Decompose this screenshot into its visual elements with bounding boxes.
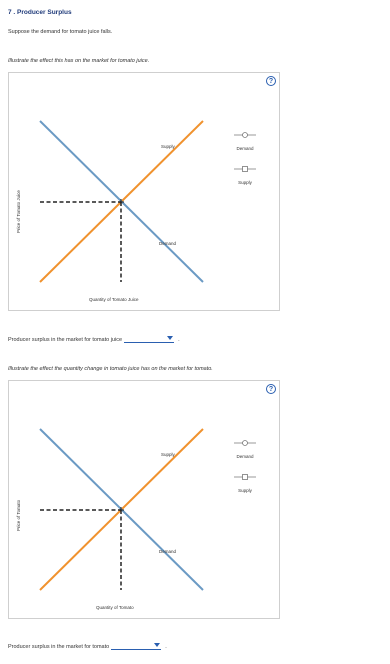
part2-answer-row	[8, 642, 167, 650]
demand-curve-label: Demand	[159, 549, 177, 554]
part2-answer-dropdown[interactable]	[111, 642, 161, 650]
demand-tool-label: Demand	[236, 454, 254, 459]
supply-tool-label: Supply	[238, 488, 252, 493]
demand-tool[interactable]	[225, 434, 265, 459]
supply-curve-label: Supply	[161, 452, 175, 457]
circle-line-tool-icon	[234, 131, 256, 139]
x-axis-label: Quantity of Tomato Juice	[89, 297, 139, 302]
supply-tool[interactable]	[225, 468, 265, 493]
supply-curve-label: Supply	[161, 144, 175, 149]
demand-tool-label: Demand	[236, 146, 254, 151]
part2-graph[interactable]	[9, 381, 281, 620]
part2-answer-period: .	[165, 644, 167, 650]
part2-graph-panel	[8, 380, 280, 619]
part1-instruction: Illustrate the effect this has on the market for tomato juice.	[8, 58, 150, 64]
question-prompt: Suppose the demand for tomato juice falls.	[8, 29, 113, 35]
square-line-tool-icon	[234, 473, 256, 481]
part2-answer-prefix: Producer surplus in the market for tomato	[8, 644, 110, 650]
y-axis-label: Price of Tomato Juice	[16, 190, 21, 233]
part1-answer-row	[8, 335, 180, 343]
chevron-down-icon	[167, 336, 173, 340]
demand-curve-label: Demand	[159, 241, 177, 246]
x-axis-label: Quantity of Tomato	[96, 605, 134, 610]
help-icon[interactable]: ?	[266, 384, 276, 394]
chevron-down-icon	[154, 643, 160, 647]
help-icon[interactable]: ?	[266, 76, 276, 86]
part1-answer-dropdown[interactable]	[124, 335, 174, 343]
supply-tool-label: Supply	[238, 180, 252, 185]
y-axis-label: Price of Tomato	[16, 499, 21, 531]
circle-line-tool-icon	[234, 439, 256, 447]
square-line-tool-icon	[234, 165, 256, 173]
supply-tool[interactable]	[225, 160, 265, 185]
demand-tool[interactable]	[225, 126, 265, 151]
part2-instruction: Illustrate the effect the quantity change in tomato juice has on the market for tomato.	[8, 366, 213, 372]
part1-answer-period: .	[178, 337, 180, 343]
part1-answer-prefix: Producer surplus in the market for tomato juice	[8, 337, 123, 343]
part1-graph-panel	[8, 72, 280, 311]
part1-graph[interactable]	[9, 73, 281, 312]
question-title: 7 . Producer Surplus	[8, 9, 72, 16]
